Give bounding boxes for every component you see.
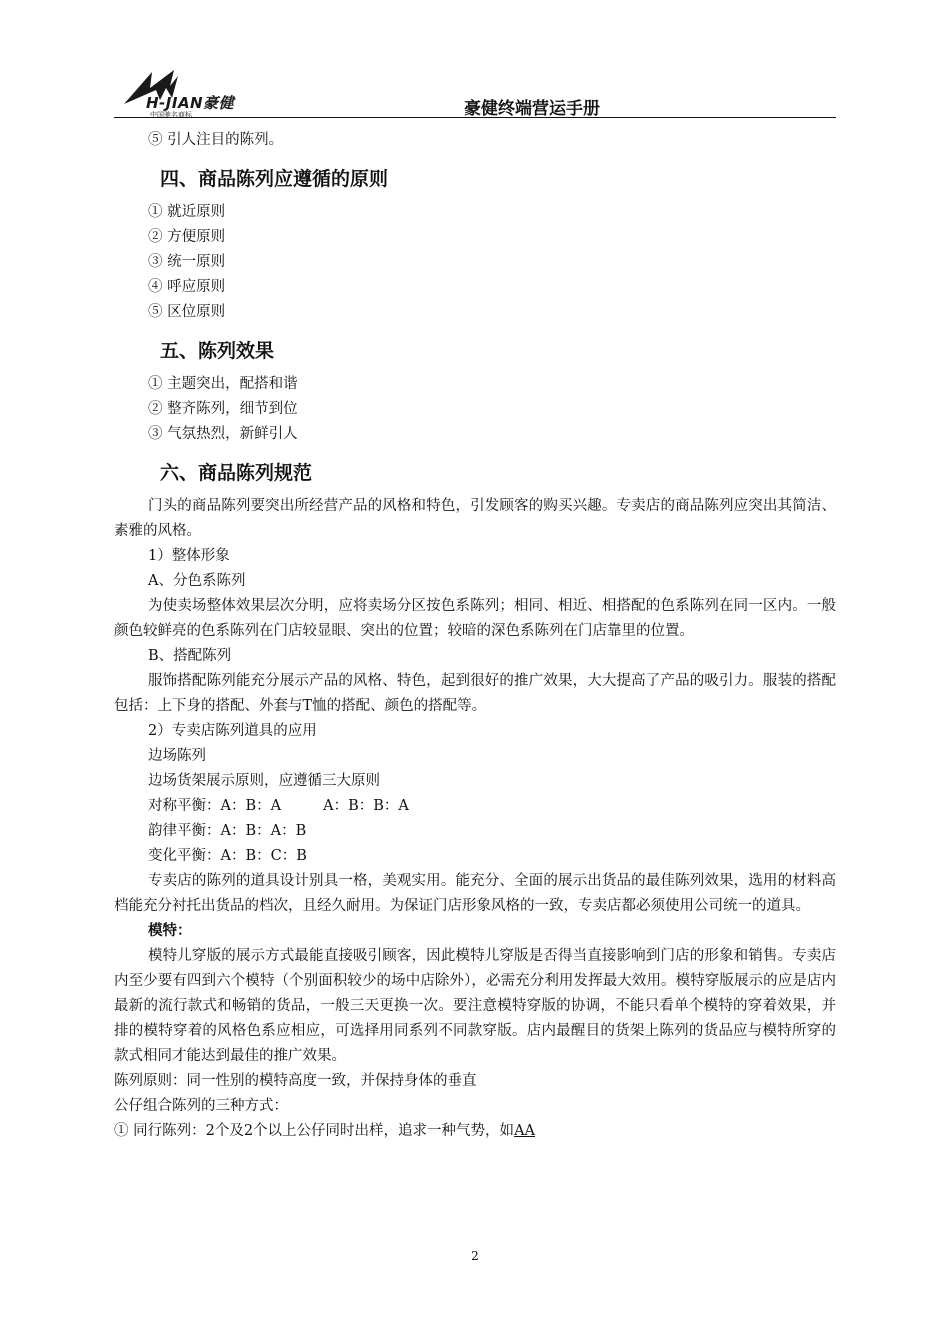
subheading: A、分色系陈列: [148, 573, 246, 589]
list-item: ① 就近原则: [148, 204, 226, 220]
subheading: B、搭配陈列: [148, 648, 232, 664]
paragraph: 服饰搭配陈列能充分展示产品的风格、特色，起到很好的推广效果，大大提高了产品的吸引力。服装的搭配包括：上下身的搭配、外套与T恤的搭配、颜色的搭配等。: [114, 673, 836, 714]
section-heading: 五、陈列效果: [160, 340, 275, 362]
page-number: 2: [471, 1249, 479, 1263]
paragraph: 模特儿穿版的展示方式最能直接吸引顾客，因此模特儿穿版是否得当直接影响到门店的形象和销售。专卖店内至少要有四到六个模特（个别面积较少的场中店除外），必需充分利用发挥最大效用。模特穿版展示的应是店内最新的流行款式和畅销的货品，一般三天更换一次。要注意模特穿版的协调，不能只看单个模特的穿着效果，并排的模特穿着的风格色系应相应，可选择用同系列不同款穿版。店内最醒目的货架上陈列的货品应与模特所穿的款式相同才能达到最佳的推广效果。: [114, 948, 836, 1064]
header-divider: [114, 117, 836, 118]
list-item: ② 整齐陈列，细节到位: [148, 401, 298, 417]
body-content: [114, 128, 836, 1144]
list-item: ⑤ 引人注目的陈列。: [148, 132, 284, 148]
section-heading: 六、商品陈列规范: [160, 462, 313, 484]
brand-logo: [114, 66, 254, 119]
text-line: 韵律平衡：A：B：A：B: [148, 823, 307, 839]
subheading: 2）专卖店陈列道具的应用: [148, 723, 317, 739]
symmetry-rule-b: A：B：B：A: [323, 798, 409, 814]
section-heading: 四、商品陈列应遵循的原则: [160, 168, 389, 190]
text-line: 边场货架展示原则，应遵循三大原则: [148, 773, 380, 789]
page-header: [114, 58, 836, 118]
paragraph: 门头的商品陈列要突出所经营产品的风格和特色，引发顾客的购买兴趣。专卖店的商品陈列应突出其简洁、素雅的风格。: [114, 498, 836, 539]
text-line: 边场陈列: [148, 748, 206, 764]
list-item-text: ① 同行陈列：2个及2个以上公仔同时出样，追求一种气势，如: [114, 1123, 515, 1139]
subheading: 1）整体形象: [148, 548, 230, 564]
list-item: ③ 统一原则: [148, 254, 226, 270]
symmetry-rule-a: 对称平衡：A：B：A: [148, 798, 282, 814]
list-item: ② 方便原则: [148, 229, 226, 245]
paragraph: 为使卖场整体效果层次分明，应将卖场分区按色系陈列；相同、相近、相搭配的色系陈列在同一区内。一般颜色较鲜亮的色系陈列在门店较显眼、突出的位置；较暗的深色系陈列在门店靠里的位置。: [114, 598, 836, 639]
text-line: 变化平衡：A：B：C：B: [148, 848, 307, 864]
logo-text: H-JIAN豪健: [146, 94, 235, 112]
text-line: 公仔组合陈列的三种方式：: [114, 1098, 288, 1114]
list-item: ③ 气氛热烈，新鲜引人: [148, 426, 298, 442]
text-line: 陈列原则：同一性别的模特高度一致，并保持身体的垂直: [114, 1073, 477, 1089]
list-item: [114, 1119, 836, 1144]
underlined-text: AA: [514, 1123, 536, 1139]
model-heading: 模特：: [148, 923, 192, 939]
list-item: ① 主题突出，配搭和谐: [148, 376, 298, 392]
text-line: [114, 794, 836, 819]
paragraph: 专卖店的陈列的道具设计别具一格，美观实用。能充分、全面的展示出货品的最佳陈列效果，选用的材料高档能充分衬托出货品的档次，且经久耐用。为保证门店形象风格的一致，专卖店都必须使用公司统一的道具。: [114, 873, 836, 914]
list-item: ⑤ 区位原则: [148, 304, 226, 320]
list-item: ④ 呼应原则: [148, 279, 226, 295]
logo-subtitle: 中国驰名商标: [150, 111, 192, 119]
document-title: 豪健终端营运手册: [464, 99, 600, 119]
